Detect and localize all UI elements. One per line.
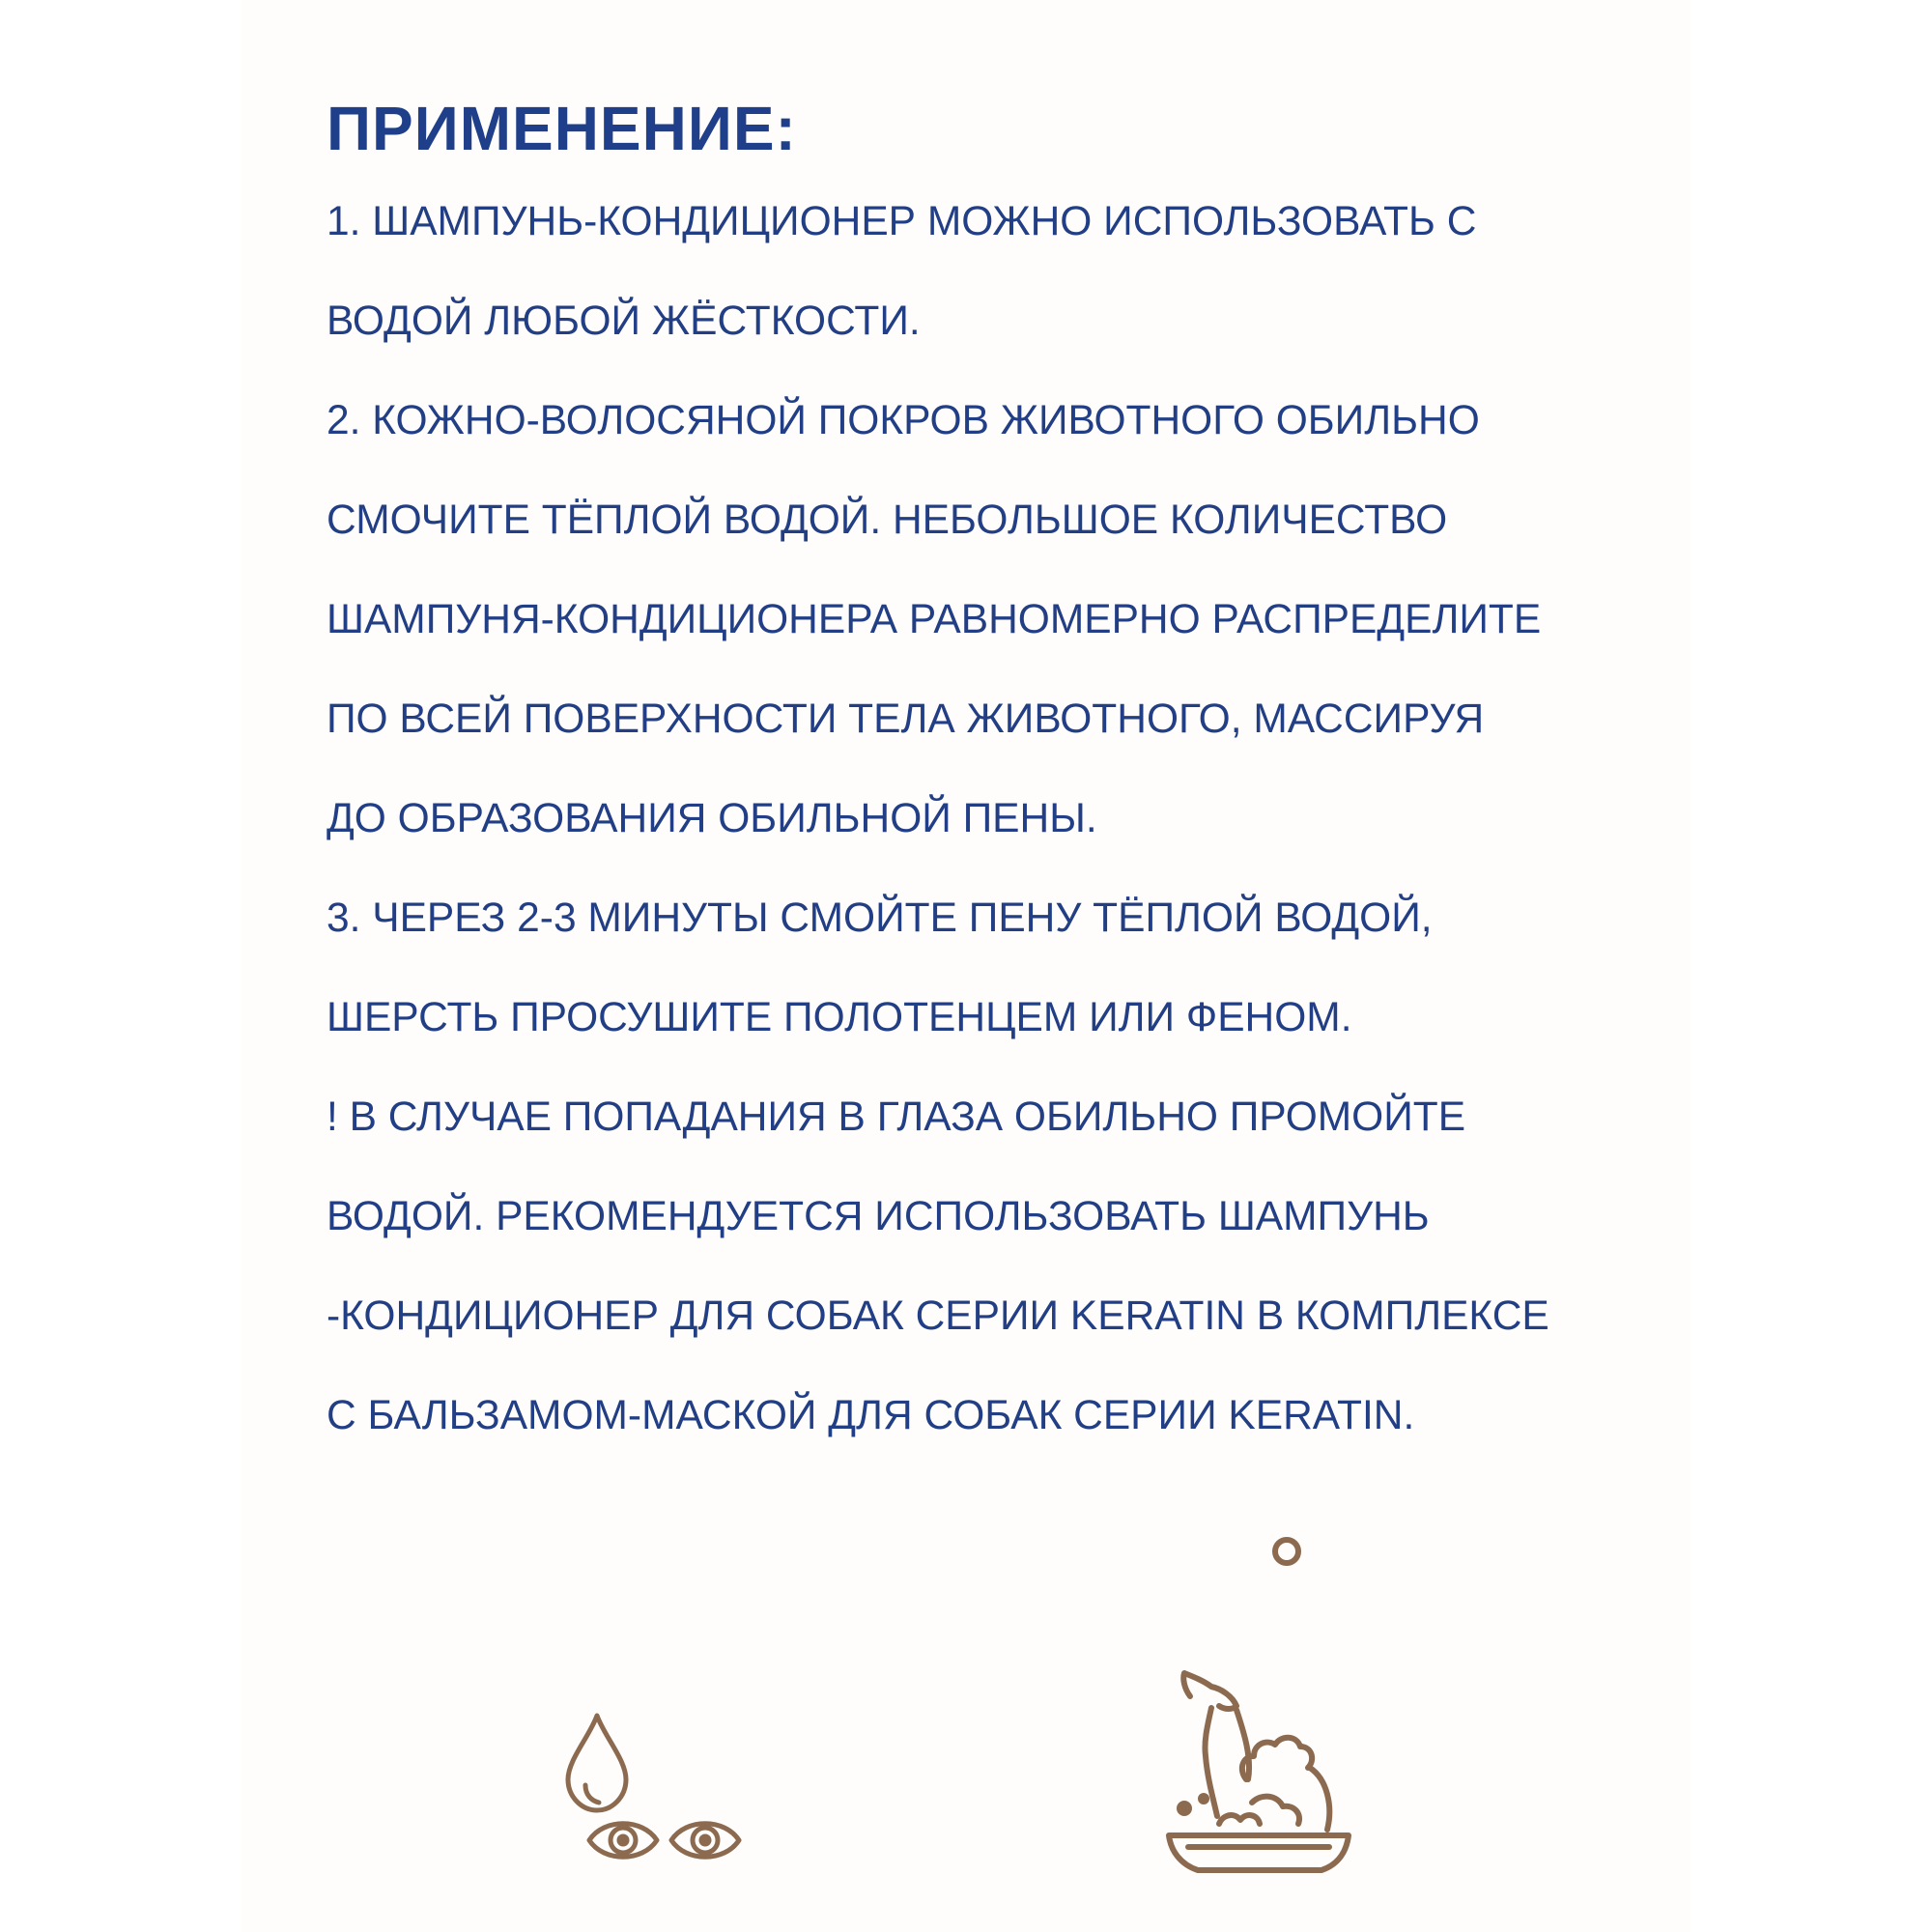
instruction-line: 1. ШАМПУНЬ-КОНДИЦИОНЕР МОЖНО ИСПОЛЬЗОВАТЬ С xyxy=(327,199,1477,244)
instruction-line: ! В СЛУЧАЕ ПОПАДАНИЯ В ГЛАЗА ОБИЛЬНО ПРОМОЙТЕ xyxy=(327,1094,1466,1140)
instruction-line: -КОНДИЦИОНЕР ДЛЯ СОБАК СЕРИИ KERATIN В КОМПЛЕКСЕ xyxy=(327,1293,1549,1339)
instruction-lines xyxy=(327,172,1698,1465)
instruction-line: ПО ВСЕЙ ПОВЕРХНОСТИ ТЕЛА ЖИВОТНОГО, МАССИРУЯ xyxy=(327,696,1485,742)
instruction-line: ШЕРСТЬ ПРОСУШИТЕ ПОЛОТЕНЦЕМ ИЛИ ФЕНОМ. xyxy=(327,995,1352,1040)
instructions-block xyxy=(327,85,1698,1465)
instruction-line: СМОЧИТЕ ТЁПЛОЙ ВОДОЙ. НЕБОЛЬШОЕ КОЛИЧЕСТВО xyxy=(327,497,1448,543)
instruction-line: С БАЛЬЗАМОМ-МАСКОЙ ДЛЯ СОБАК СЕРИИ KERATIN. xyxy=(327,1393,1415,1438)
instruction-line: 3. ЧЕРЕЗ 2-3 МИНУТЫ СМОЙТЕ ПЕНУ ТЁПЛОЙ ВОДОЙ, xyxy=(327,895,1433,941)
section-title: ПРИМЕНЕНИЕ: xyxy=(327,94,797,163)
water-drop-eyes-icon xyxy=(551,1710,744,1874)
instruction-line: ВОДОЙ ЛЮБОЙ ЖЁСТКОСТИ. xyxy=(327,298,921,344)
instruction-line: ВОДОЙ. РЕКОМЕНДУЕТСЯ ИСПОЛЬЗОВАТЬ ШАМПУНЬ xyxy=(327,1194,1430,1239)
dog-bathing-icon xyxy=(1130,1526,1362,1893)
instruction-line: 2. КОЖНО-ВОЛОСЯНОЙ ПОКРОВ ЖИВОТНОГО ОБИЛЬНО xyxy=(327,398,1480,443)
instruction-line: ДО ОБРАЗОВАНИЯ ОБИЛЬНОЙ ПЕНЫ. xyxy=(327,796,1097,841)
instruction-line: ШАМПУНЯ-КОНДИЦИОНЕРА РАВНОМЕРНО РАСПРЕДЕЛИТЕ xyxy=(327,597,1542,642)
